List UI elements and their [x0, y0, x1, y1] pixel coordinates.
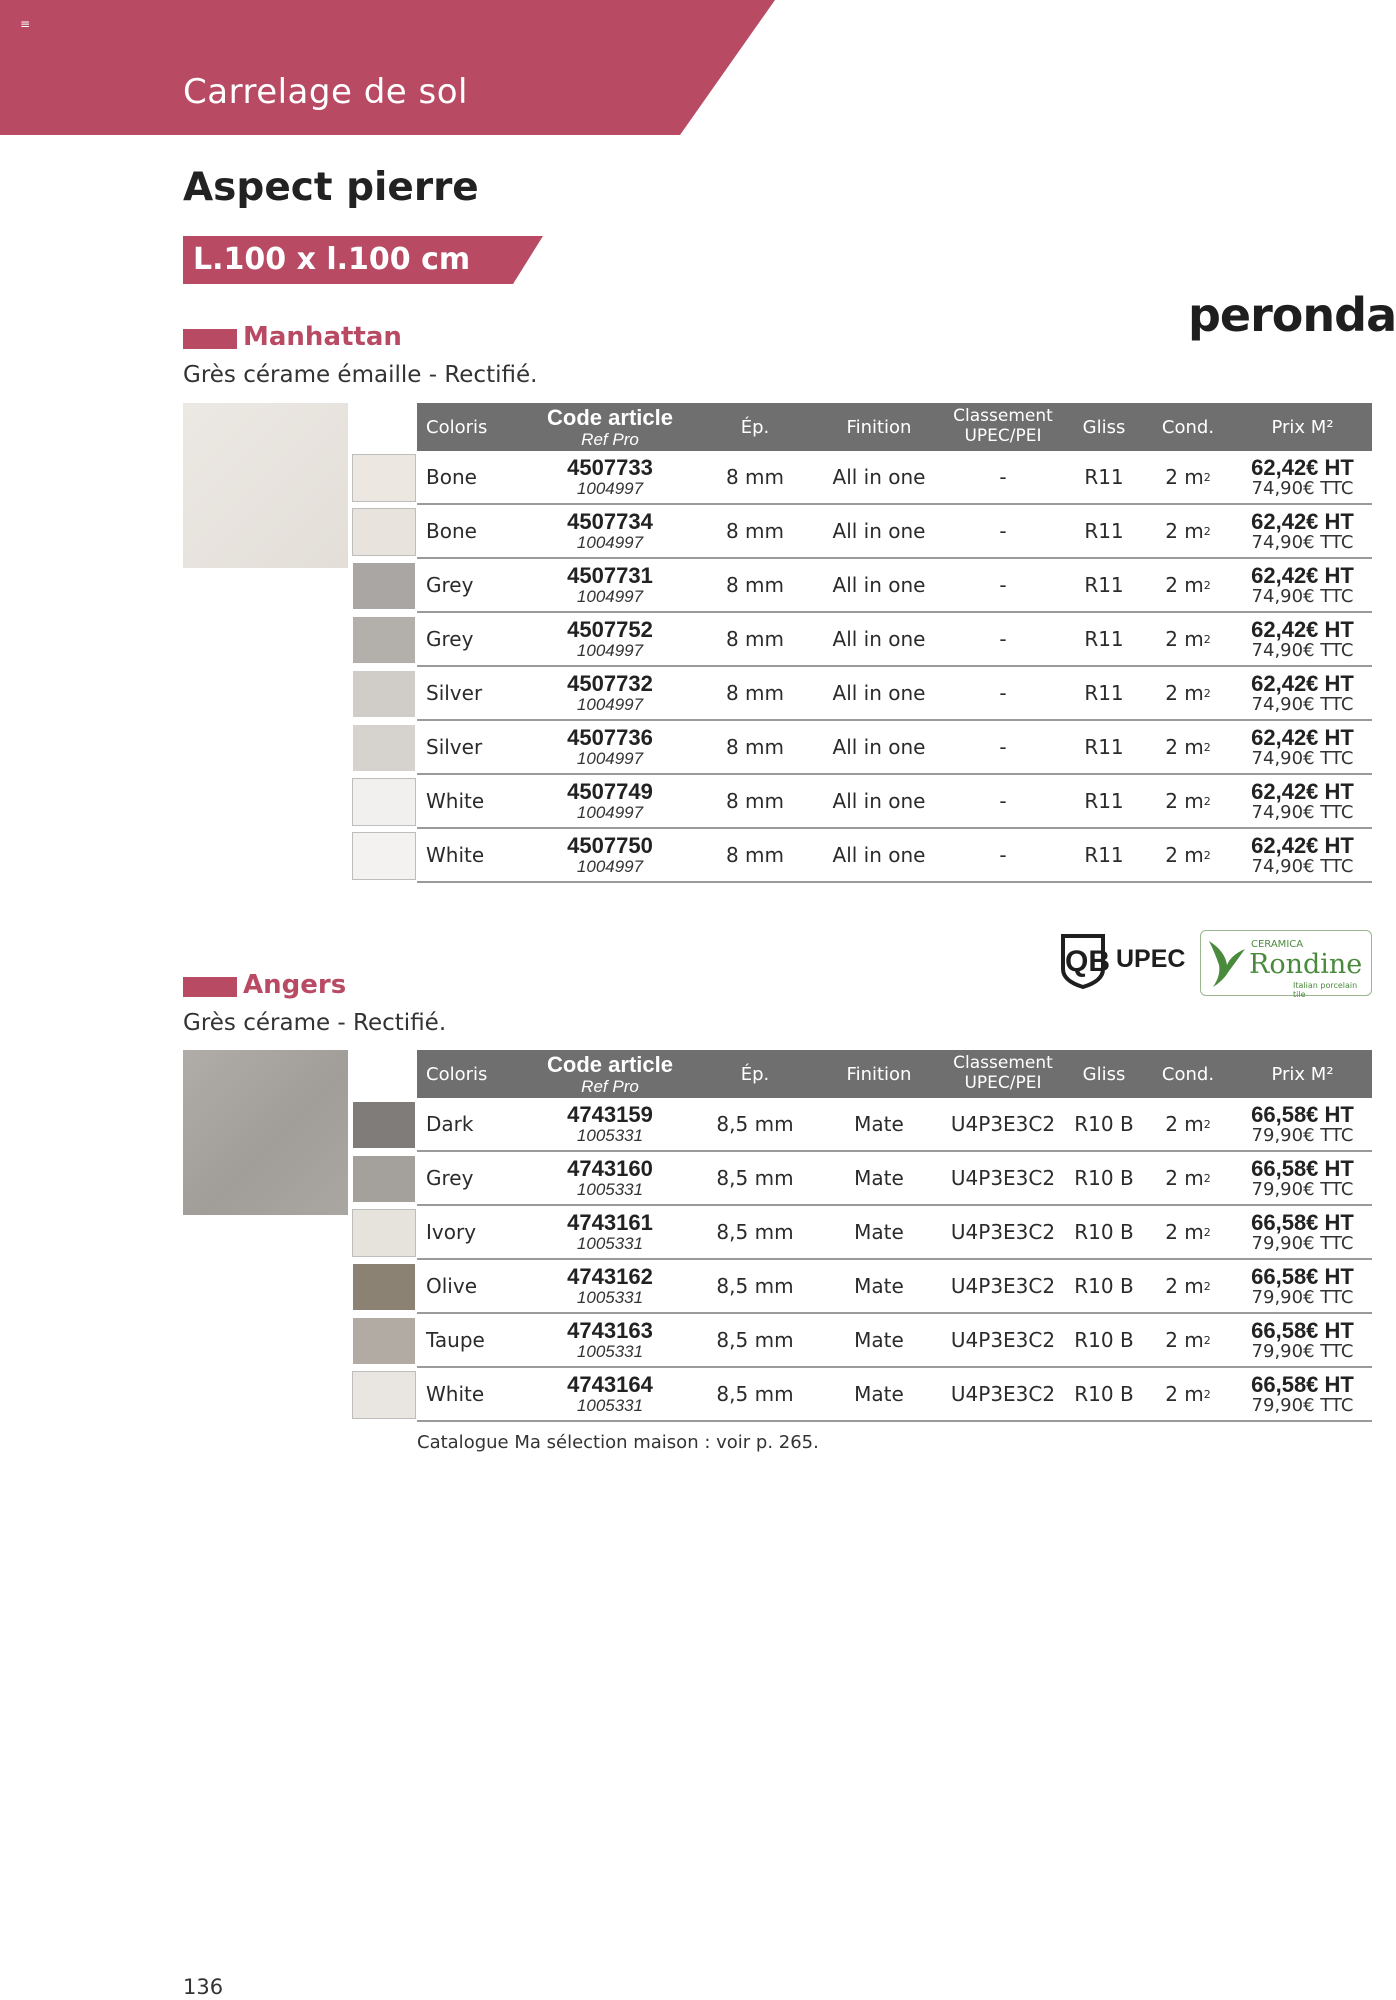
cond-sup: 2 [1203, 1225, 1211, 1239]
cell-ep: 8 mm [725, 843, 785, 867]
cell-classement: - [999, 519, 1007, 543]
table-row [417, 1152, 1372, 1206]
cell-code [527, 505, 693, 557]
cell-coloris: Ivory [426, 1220, 477, 1244]
color-swatch [353, 1372, 415, 1418]
cell-gliss: R11 [1084, 681, 1124, 705]
cell-gliss: R10 B [1074, 1328, 1134, 1352]
cond-sup: 2 [1203, 740, 1211, 754]
cell-prix [1233, 1098, 1372, 1150]
cell-ep: 8,5 mm [716, 1112, 794, 1136]
cell-classement: - [999, 681, 1007, 705]
cell-cond [1143, 505, 1233, 557]
ref-pro: 1005331 [576, 1396, 644, 1415]
size-tag-label: L.100 x l.100 cm [193, 242, 471, 277]
cell-gliss: R10 B [1074, 1382, 1134, 1406]
ref-pro: 1004997 [576, 641, 644, 660]
th-code [527, 403, 693, 451]
cell-code [527, 667, 693, 719]
price-ttc: 74,90€ TTC [1251, 801, 1354, 823]
cell-classement: - [999, 735, 1007, 759]
cell-classement: - [999, 843, 1007, 867]
price-ttc: 79,90€ TTC [1251, 1124, 1354, 1146]
price-ttc: 79,90€ TTC [1251, 1340, 1354, 1362]
ref-pro: 1004997 [576, 479, 644, 498]
rondine-logo [1200, 930, 1372, 999]
cell-code [527, 451, 693, 503]
rondine-name: Rondine [1249, 949, 1363, 980]
table-header [417, 1050, 1372, 1098]
cell-finition: All in one [832, 627, 926, 651]
cell-code [527, 1260, 693, 1312]
th-cond: Cond. [1161, 1063, 1215, 1085]
cell-code [527, 1152, 693, 1204]
cond-sup: 2 [1203, 1279, 1211, 1293]
cell-coloris: White [426, 1382, 485, 1406]
table-row [417, 1260, 1372, 1314]
cell-finition: Mate [854, 1112, 904, 1136]
cond-sup: 2 [1203, 848, 1211, 862]
rondine-ceramica: CERAMICA [1251, 939, 1304, 950]
size-tag [183, 236, 543, 284]
cell-prix [1233, 667, 1372, 719]
cell-gliss: R11 [1084, 627, 1124, 651]
th-coloris: Coloris [426, 416, 488, 438]
cell-code [527, 775, 693, 827]
cell-coloris: Grey [426, 1166, 474, 1190]
th-cond: Cond. [1161, 416, 1215, 438]
ref-pro: 1004997 [576, 803, 644, 822]
table-row [417, 613, 1372, 667]
header-banner [0, 0, 775, 135]
cond-value: 2 m [1165, 843, 1204, 867]
cell-finition: Mate [854, 1274, 904, 1298]
article-code: 4743163 [567, 1318, 653, 1343]
color-swatch [353, 1318, 415, 1364]
cell-finition: Mate [854, 1166, 904, 1190]
color-swatch [353, 1102, 415, 1148]
cond-sup: 2 [1203, 524, 1211, 538]
ref-pro: 1004997 [576, 533, 644, 552]
price-ht: 62,42€ HT [1251, 832, 1354, 858]
cell-coloris: White [426, 789, 485, 813]
cond-value: 2 m [1165, 789, 1204, 813]
cond-value: 2 m [1165, 627, 1204, 651]
cell-coloris: Bone [426, 519, 477, 543]
th-ep: Ép. [740, 1063, 770, 1085]
th-ref-label: Ref Pro [581, 429, 639, 449]
price-ttc: 74,90€ TTC [1251, 477, 1354, 499]
ref-pro: 1004997 [576, 749, 644, 768]
page-title: Carrelage de sol [183, 72, 468, 112]
color-swatch [353, 617, 415, 663]
cond-value: 2 m [1165, 735, 1204, 759]
cell-ep: 8 mm [725, 789, 785, 813]
cell-cond [1143, 829, 1233, 881]
cell-coloris: Grey [426, 627, 474, 651]
cond-value: 2 m [1165, 1112, 1204, 1136]
cell-code [527, 1314, 693, 1366]
article-code: 4507733 [567, 455, 653, 480]
cell-coloris: Bone [426, 465, 477, 489]
cell-cond [1143, 1260, 1233, 1312]
banner-shape [0, 0, 775, 135]
section-title: Aspect pierre [183, 165, 479, 210]
cell-classement: - [999, 465, 1007, 489]
article-code: 4743159 [567, 1102, 653, 1127]
cell-prix [1233, 1206, 1372, 1258]
cell-prix [1233, 829, 1372, 881]
price-ttc: 74,90€ TTC [1251, 639, 1354, 661]
table-row [417, 1098, 1372, 1152]
qb-mark: QB [1065, 945, 1110, 978]
table-row [417, 829, 1372, 883]
cell-ep: 8,5 mm [716, 1328, 794, 1352]
cell-prix [1233, 775, 1372, 827]
cell-cond [1143, 613, 1233, 665]
cell-code [527, 559, 693, 611]
price-ht: 62,42€ HT [1251, 562, 1354, 588]
table-row [417, 1314, 1372, 1368]
heading-bar [183, 977, 237, 997]
cell-cond [1143, 667, 1233, 719]
cell-code [527, 1206, 693, 1258]
th-code-label: Code article [547, 404, 673, 430]
ref-pro: 1004997 [576, 695, 644, 714]
cell-coloris: Taupe [426, 1328, 485, 1352]
cell-gliss: R11 [1084, 735, 1124, 759]
th-code-label: Code article [547, 1051, 673, 1077]
cell-ep: 8 mm [725, 627, 785, 651]
cell-classement: - [999, 789, 1007, 813]
cell-gliss: R11 [1084, 465, 1124, 489]
price-ht: 66,58€ HT [1251, 1371, 1354, 1397]
cell-prix [1233, 1260, 1372, 1312]
table-row [417, 667, 1372, 721]
cell-finition: All in one [832, 465, 926, 489]
cell-prix [1233, 451, 1372, 503]
cell-gliss: R10 B [1074, 1112, 1134, 1136]
color-swatch [353, 725, 415, 771]
article-code: 4507734 [567, 509, 653, 534]
cell-prix [1233, 721, 1372, 773]
cell-coloris: Olive [426, 1274, 477, 1298]
cell-classement: U4P3E3C2 [950, 1382, 1056, 1406]
price-ttc: 74,90€ TTC [1251, 747, 1354, 769]
table-row [417, 505, 1372, 559]
cell-prix [1233, 1152, 1372, 1204]
th-classement [941, 1050, 1065, 1098]
price-ht: 62,42€ HT [1251, 724, 1354, 750]
cond-sup: 2 [1203, 578, 1211, 592]
cell-coloris: Grey [426, 573, 474, 597]
cell-prix [1233, 1314, 1372, 1366]
table-header [417, 403, 1372, 451]
price-ttc: 74,90€ TTC [1251, 531, 1354, 553]
manhattan-table [417, 403, 1372, 883]
cell-gliss: R10 B [1074, 1274, 1134, 1298]
cell-gliss: R10 B [1074, 1166, 1134, 1190]
color-swatch [353, 833, 415, 879]
cell-cond [1143, 775, 1233, 827]
cell-classement: - [999, 627, 1007, 651]
cond-value: 2 m [1165, 519, 1204, 543]
price-ttc: 74,90€ TTC [1251, 585, 1354, 607]
article-code: 4507749 [567, 779, 653, 804]
cell-prix [1233, 1368, 1372, 1420]
cell-ep: 8,5 mm [716, 1166, 794, 1190]
th-finition: Finition [846, 416, 912, 438]
cell-ep: 8,5 mm [716, 1382, 794, 1406]
price-ht: 62,42€ HT [1251, 778, 1354, 804]
cell-ep: 8 mm [725, 519, 785, 543]
color-swatch [353, 671, 415, 717]
angers-product-image [183, 1050, 348, 1215]
price-ht: 62,42€ HT [1251, 616, 1354, 642]
cell-classement: U4P3E3C2 [950, 1112, 1056, 1136]
ref-pro: 1005331 [576, 1234, 644, 1253]
cell-prix [1233, 613, 1372, 665]
cell-coloris: White [426, 843, 485, 867]
cell-cond [1143, 1206, 1233, 1258]
th-classement-1: Classement [953, 1053, 1053, 1074]
th-ep: Ép. [740, 416, 770, 438]
color-swatch [353, 455, 415, 501]
article-code: 4743161 [567, 1210, 653, 1235]
cell-finition: Mate [854, 1220, 904, 1244]
cond-sup: 2 [1203, 1333, 1211, 1347]
article-code: 4743160 [567, 1156, 653, 1181]
cond-value: 2 m [1165, 1274, 1204, 1298]
cell-finition: Mate [854, 1382, 904, 1406]
table-row [417, 451, 1372, 505]
price-ht: 66,58€ HT [1251, 1317, 1354, 1343]
th-prix: Prix M² [1271, 416, 1334, 438]
cell-gliss: R11 [1084, 519, 1124, 543]
cell-prix [1233, 559, 1372, 611]
ref-pro: 1005331 [576, 1342, 644, 1361]
ref-pro: 1005331 [576, 1288, 644, 1307]
qb-upec-logo [1060, 933, 1190, 989]
catalogue-note: Catalogue Ma sélection maison : voir p. 265. [417, 1432, 819, 1453]
peronda-logo: peronda [1188, 288, 1396, 342]
cond-sup: 2 [1203, 632, 1211, 646]
cell-ep: 8 mm [725, 465, 785, 489]
cell-classement: U4P3E3C2 [950, 1166, 1056, 1190]
table-row [417, 1368, 1372, 1422]
cell-gliss: R11 [1084, 843, 1124, 867]
cell-cond [1143, 721, 1233, 773]
swallow-icon [1205, 935, 1249, 991]
th-coloris: Coloris [426, 1063, 488, 1085]
cond-value: 2 m [1165, 681, 1204, 705]
cell-finition: All in one [832, 681, 926, 705]
cell-ep: 8 mm [725, 681, 785, 705]
heading-bar [183, 329, 237, 349]
article-code: 4507752 [567, 617, 653, 642]
th-classement-2: UPEC/PEI [964, 1073, 1042, 1093]
cell-coloris: Silver [426, 735, 483, 759]
article-code: 4507736 [567, 725, 653, 750]
cell-finition: All in one [832, 843, 926, 867]
price-ht: 66,58€ HT [1251, 1155, 1354, 1181]
cell-code [527, 1098, 693, 1150]
price-ttc: 74,90€ TTC [1251, 855, 1354, 877]
cell-finition: All in one [832, 519, 926, 543]
th-prix: Prix M² [1271, 1063, 1334, 1085]
cell-finition: All in one [832, 573, 926, 597]
cell-cond [1143, 1098, 1233, 1150]
cond-value: 2 m [1165, 1166, 1204, 1190]
cond-sup: 2 [1203, 686, 1211, 700]
th-ref-label: Ref Pro [581, 1076, 639, 1096]
th-gliss: Gliss [1082, 1063, 1126, 1085]
color-swatch [353, 563, 415, 609]
table-row [417, 775, 1372, 829]
cond-sup: 2 [1203, 1387, 1211, 1401]
cell-gliss: R10 B [1074, 1220, 1134, 1244]
cell-finition: All in one [832, 735, 926, 759]
table-row [417, 721, 1372, 775]
price-ht: 66,58€ HT [1251, 1209, 1354, 1235]
price-ht: 66,58€ HT [1251, 1101, 1354, 1127]
cell-finition: Mate [854, 1328, 904, 1352]
cond-sup: 2 [1203, 794, 1211, 808]
cell-cond [1143, 1368, 1233, 1420]
cell-gliss: R11 [1084, 789, 1124, 813]
cell-ep: 8 mm [725, 573, 785, 597]
product-name: Manhattan [243, 322, 402, 352]
cell-code [527, 613, 693, 665]
price-ttc: 79,90€ TTC [1251, 1232, 1354, 1254]
cell-code [527, 829, 693, 881]
article-code: 4507732 [567, 671, 653, 696]
price-ht: 62,42€ HT [1251, 670, 1354, 696]
ref-pro: 1005331 [576, 1126, 644, 1145]
cell-classement: U4P3E3C2 [950, 1274, 1056, 1298]
cond-sup: 2 [1203, 1117, 1211, 1131]
price-ht: 62,42€ HT [1251, 454, 1354, 480]
price-ht: 66,58€ HT [1251, 1263, 1354, 1289]
upec-label: UPEC [1116, 945, 1186, 973]
color-swatch [353, 779, 415, 825]
th-classement [941, 403, 1065, 451]
cell-cond [1143, 559, 1233, 611]
cell-code [527, 721, 693, 773]
cond-value: 2 m [1165, 465, 1204, 489]
cell-coloris: Dark [426, 1112, 474, 1136]
price-ht: 62,42€ HT [1251, 508, 1354, 534]
cell-code [527, 1368, 693, 1420]
cell-ep: 8,5 mm [716, 1220, 794, 1244]
cell-classement: U4P3E3C2 [950, 1328, 1056, 1352]
angers-table [417, 1050, 1372, 1422]
th-gliss: Gliss [1082, 416, 1126, 438]
cell-cond [1143, 1314, 1233, 1366]
cond-sup: 2 [1203, 1171, 1211, 1185]
ref-pro: 1005331 [576, 1180, 644, 1199]
cell-cond [1143, 1152, 1233, 1204]
ref-pro: 1004997 [576, 587, 644, 606]
table-row [417, 1206, 1372, 1260]
cell-classement: - [999, 573, 1007, 597]
cell-prix [1233, 505, 1372, 557]
cond-sup: 2 [1203, 470, 1211, 484]
cell-ep: 8 mm [725, 735, 785, 759]
cond-value: 2 m [1165, 1220, 1204, 1244]
th-classement-2: UPEC/PEI [964, 426, 1042, 446]
manhattan-product-image [183, 403, 348, 568]
th-finition: Finition [846, 1063, 912, 1085]
th-code [527, 1050, 693, 1098]
article-code: 4507731 [567, 563, 653, 588]
product-name: Angers [243, 970, 347, 1000]
cell-ep: 8,5 mm [716, 1274, 794, 1298]
cell-gliss: R11 [1084, 573, 1124, 597]
product-description: Grès cérame émaille - Rectifié. [183, 362, 538, 388]
color-swatch [353, 1156, 415, 1202]
cell-cond [1143, 451, 1233, 503]
cond-value: 2 m [1165, 1382, 1204, 1406]
article-code: 4507750 [567, 833, 653, 858]
price-ttc: 79,90€ TTC [1251, 1178, 1354, 1200]
cond-value: 2 m [1165, 573, 1204, 597]
cell-finition: All in one [832, 789, 926, 813]
table-row [417, 559, 1372, 613]
cell-classement: U4P3E3C2 [950, 1220, 1056, 1244]
product-description: Grès cérame - Rectifié. [183, 1010, 447, 1036]
article-code: 4743162 [567, 1264, 653, 1289]
ref-pro: 1004997 [576, 857, 644, 876]
cond-value: 2 m [1165, 1328, 1204, 1352]
menu-icon[interactable]: ≡ [20, 17, 31, 31]
color-swatch [353, 1264, 415, 1310]
rondine-tagline: Italian porcelain tile [1293, 981, 1358, 999]
color-swatch [353, 509, 415, 555]
price-ttc: 74,90€ TTC [1251, 693, 1354, 715]
color-swatch [353, 1210, 415, 1256]
article-code: 4743164 [567, 1372, 653, 1397]
price-ttc: 79,90€ TTC [1251, 1394, 1354, 1416]
page-number: 136 [183, 1975, 224, 1999]
cell-coloris: Silver [426, 681, 483, 705]
th-classement-1: Classement [953, 406, 1053, 427]
price-ttc: 79,90€ TTC [1251, 1286, 1354, 1308]
